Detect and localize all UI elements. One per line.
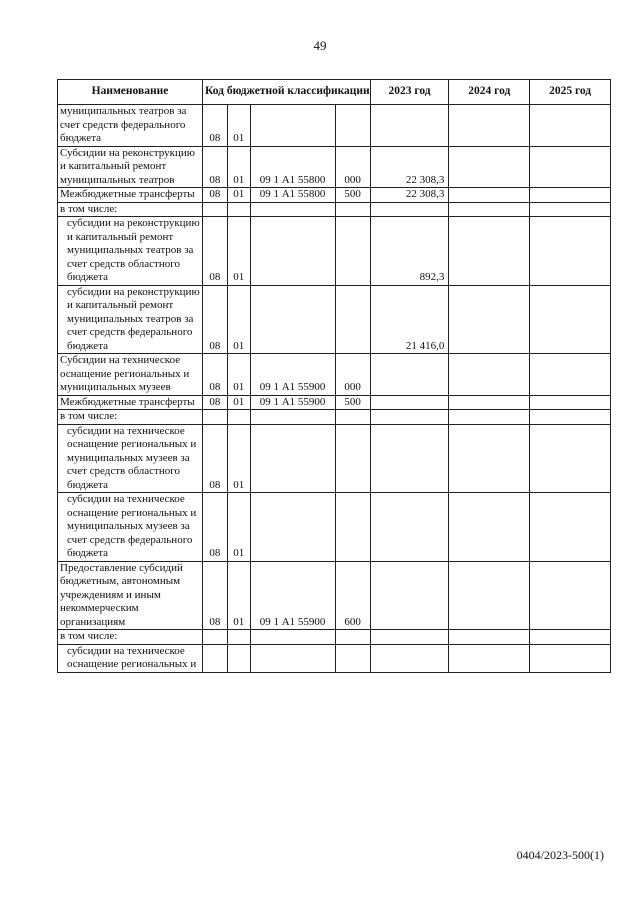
cell-section: 08 — [202, 285, 227, 354]
cell-target-article: 09 1 А1 55900 — [250, 354, 335, 396]
table-row — [58, 146, 611, 188]
cell-expense-type: 000 — [335, 146, 370, 188]
cell-section — [202, 630, 227, 645]
cell-2023 — [370, 105, 449, 147]
cell-2024 — [449, 217, 530, 286]
cell-target-article — [250, 285, 335, 354]
cell-subsection — [227, 202, 250, 217]
table-body — [58, 105, 611, 673]
cell-2024 — [449, 285, 530, 354]
cell-2025 — [530, 493, 611, 562]
cell-expense-type: 600 — [335, 561, 370, 630]
cell-name: субсидии на техническое оснащение региональных и муниципальных музеев за счет средств областного бюджета — [58, 424, 203, 493]
cell-section — [202, 644, 227, 672]
cell-target-article: 09 1 А1 55900 — [250, 561, 335, 630]
cell-2025 — [530, 424, 611, 493]
cell-2025 — [530, 410, 611, 425]
cell-2024 — [449, 644, 530, 672]
cell-expense-type — [335, 105, 370, 147]
cell-2025 — [530, 188, 611, 203]
cell-2025 — [530, 285, 611, 354]
cell-name: муниципальных театров за счет средств федерального бюджета — [58, 105, 203, 147]
table-row — [58, 354, 611, 396]
cell-2024 — [449, 395, 530, 410]
table-row — [58, 285, 611, 354]
table-row — [58, 410, 611, 425]
page-number: 49 — [313, 38, 327, 53]
cell-2023 — [370, 202, 449, 217]
cell-2024 — [449, 561, 530, 630]
budget-table — [57, 79, 611, 673]
cell-target-article — [250, 105, 335, 147]
cell-2024 — [449, 146, 530, 188]
cell-section: 08 — [202, 561, 227, 630]
cell-subsection: 01 — [227, 354, 250, 396]
cell-2025 — [530, 202, 611, 217]
cell-section: 08 — [202, 395, 227, 410]
cell-2023: 22 308,3 — [370, 188, 449, 203]
cell-2025 — [530, 644, 611, 672]
cell-expense-type: 500 — [335, 188, 370, 203]
cell-2024 — [449, 630, 530, 645]
cell-subsection: 01 — [227, 395, 250, 410]
table-header-row — [58, 80, 611, 105]
cell-section: 08 — [202, 146, 227, 188]
cell-target-article — [250, 424, 335, 493]
cell-name: субсидии на реконструкцию и капитальный ремонт муниципальных театров за счет средств федерального бюджета — [58, 285, 203, 354]
table-row — [58, 630, 611, 645]
cell-name: Субсидии на техническое оснащение региональных и муниципальных музеев — [58, 354, 203, 396]
cell-2023 — [370, 561, 449, 630]
cell-2023 — [370, 644, 449, 672]
cell-2024 — [449, 410, 530, 425]
cell-2025 — [530, 217, 611, 286]
cell-section: 08 — [202, 217, 227, 286]
cell-2024 — [449, 105, 530, 147]
header-2024: 2024 год — [449, 80, 530, 105]
cell-target-article: 09 1 А1 55900 — [250, 395, 335, 410]
table-row — [58, 424, 611, 493]
cell-target-article — [250, 202, 335, 217]
table-row — [58, 493, 611, 562]
cell-target-article: 09 1 А1 55800 — [250, 146, 335, 188]
cell-section: 08 — [202, 105, 227, 147]
table-row — [58, 188, 611, 203]
cell-target-article: 09 1 А1 55800 — [250, 188, 335, 203]
cell-target-article — [250, 493, 335, 562]
cell-2025 — [530, 561, 611, 630]
cell-expense-type — [335, 630, 370, 645]
table-row — [58, 644, 611, 672]
cell-2025 — [530, 630, 611, 645]
cell-2023: 21 416,0 — [370, 285, 449, 354]
cell-section: 08 — [202, 188, 227, 203]
cell-name: Межбюджетные трансферты — [58, 188, 203, 203]
cell-subsection: 01 — [227, 285, 250, 354]
cell-section: 08 — [202, 424, 227, 493]
header-budget-code: Код бюджетной классификации — [202, 80, 370, 105]
cell-subsection: 01 — [227, 217, 250, 286]
cell-subsection: 01 — [227, 493, 250, 562]
cell-subsection: 01 — [227, 105, 250, 147]
cell-subsection — [227, 630, 250, 645]
cell-expense-type — [335, 644, 370, 672]
cell-section — [202, 202, 227, 217]
cell-2024 — [449, 424, 530, 493]
cell-2023: 22 308,3 — [370, 146, 449, 188]
document-code: 0404/2023-500(1) — [516, 848, 604, 862]
cell-expense-type — [335, 217, 370, 286]
cell-name: в том числе: — [58, 630, 203, 645]
cell-2024 — [449, 202, 530, 217]
table-row — [58, 217, 611, 286]
cell-expense-type — [335, 493, 370, 562]
cell-2025 — [530, 146, 611, 188]
cell-section: 08 — [202, 354, 227, 396]
cell-2023 — [370, 424, 449, 493]
table-row — [58, 395, 611, 410]
cell-2023 — [370, 630, 449, 645]
cell-2025 — [530, 105, 611, 147]
header-2023: 2023 год — [370, 80, 449, 105]
cell-2023 — [370, 354, 449, 396]
cell-2024 — [449, 354, 530, 396]
cell-name: субсидии на техническое оснащение региональных и муниципальных музеев за счет средств федерального бюджета — [58, 493, 203, 562]
cell-expense-type — [335, 285, 370, 354]
cell-2024 — [449, 188, 530, 203]
cell-subsection — [227, 410, 250, 425]
cell-name: субсидии на техническое оснащение региональных и — [58, 644, 203, 672]
header-2025: 2025 год — [530, 80, 611, 105]
cell-expense-type — [335, 202, 370, 217]
cell-2024 — [449, 493, 530, 562]
cell-expense-type: 500 — [335, 395, 370, 410]
cell-2023 — [370, 493, 449, 562]
cell-2025 — [530, 395, 611, 410]
cell-subsection: 01 — [227, 188, 250, 203]
cell-target-article — [250, 410, 335, 425]
cell-expense-type — [335, 424, 370, 493]
cell-subsection: 01 — [227, 146, 250, 188]
cell-expense-type: 000 — [335, 354, 370, 396]
cell-2023: 892,3 — [370, 217, 449, 286]
cell-expense-type — [335, 410, 370, 425]
cell-target-article — [250, 644, 335, 672]
cell-subsection: 01 — [227, 561, 250, 630]
table-row — [58, 202, 611, 217]
cell-name: Субсидии на реконструкцию и капитальный ремонт муниципальных театров — [58, 146, 203, 188]
cell-section: 08 — [202, 493, 227, 562]
cell-subsection: 01 — [227, 424, 250, 493]
cell-2025 — [530, 354, 611, 396]
cell-section — [202, 410, 227, 425]
cell-name: в том числе: — [58, 410, 203, 425]
table-row — [58, 561, 611, 630]
header-name: Наименование — [58, 80, 203, 105]
cell-name: Предоставление субсидий бюджетным, автономным учреждениям и иным некоммерческим организациям — [58, 561, 203, 630]
cell-name: субсидии на реконструкцию и капитальный ремонт муниципальных театров за счет средств областного бюджета — [58, 217, 203, 286]
cell-subsection — [227, 644, 250, 672]
table-row — [58, 105, 611, 147]
cell-2023 — [370, 410, 449, 425]
cell-2023 — [370, 395, 449, 410]
cell-target-article — [250, 630, 335, 645]
cell-name: в том числе: — [58, 202, 203, 217]
cell-target-article — [250, 217, 335, 286]
cell-name: Межбюджетные трансферты — [58, 395, 203, 410]
